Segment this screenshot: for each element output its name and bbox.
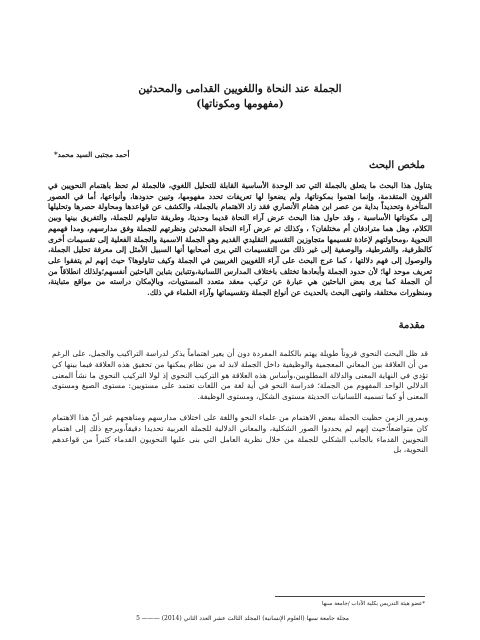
abstract-heading: ملخص البحث	[369, 160, 425, 171]
page-footer: مجلة جامعة سبها (العلوم الإنسانية) المجلد الثالث عشر العدد الثاني (2014) ——— 5	[136, 615, 349, 622]
abstract-body	[48, 181, 432, 299]
paper-title	[0, 82, 480, 112]
footnote-divider	[275, 596, 425, 597]
introduction-heading: مقدمة	[398, 320, 425, 331]
abstract-paragraph: يتناول هذا البحث ما يتعلق بالجملة التي تعد الوحدة الأساسية القابلة للتحليل اللغوي، فالجملة لم تحظ باهتمام النحويين في القرون المتقدمة، وإنما اهتموا بمكوناتها، ولم يضعوا لها تعريفات تحدد مفهومها، وتبين حدودها، وأنواعها، أما في العصور المتأخرة وتحديداً بداية من عصر ابن هشام الأنصاري فقد زاد الاهتمام بالجملة، والكشف عن قواعدها ومحاولة حصرها وتحليلها إلى مكوناتها الأساسية ، وقد حاول هذا البحث عرض آراء النحاة قديما وحديثا، وطريقة تناولهم للجملة، والتفريق بينها وبين الكلام، وهل هما مترادفان أم مختلفان؟ ، وكذلك تم عرض آراء النحاة المحدثين ونظرتهم للجملة وفق مدارسهم، ومدا فهمهم النحوية ،ومحاولتهم لإعادة تقسيمها متجاوزين التقسيم التقليدي القديم وهو الجملة الاسمية والجملة الفعلية إلى تقسيمات أخرى كالظرفية، والشرطية، والوصفية إلى غير ذلك من التقسيمات التي يرى أصحابها أنها السبيل الأمثل إلى معرفة تحليل الجملة، والوصول إلى فهم دلالتها ، كما عرج البحث على آراء اللغويين الغربيين في الجملة وكيف تناولوها؟ حيث إنهم لم يتفقوا على تعريف موحد لها؛ لأن حدود الجملة وأبعادها تختلف باختلاف المدارس اللسانية،وتتباين بتباين الباحثين أنفسهم؛ولذلك انطلاقاً من أن الجملة كما يرى بعض الباحثين هي عبارة عن تركيب معقد متعدد المستويات، وبالإمكان دراسته من مواقع متباينة، ومنظورات مختلفة، وانتهى البحث بالحديث عن أنواع الجملة وتقسيماتها وآراء العلماء في ذلك.	[48, 181, 432, 298]
introduction-paragraph-2: وبمرور الزمن حظيت الجملة ببعض الاهتمام من علماء النحو واللغة على اختلاف مدارسهم ومناهجهم غير أنّ هذا الاهتمام كان متواضعاً؛حيث إنهم لم يحددوا الصور الشكلية، والمعاني الدلالية للجملة العربية تحديدا دقيقاً،ويرجع ذلك إلى اهتمام النحويين القدماء بالجانب الشكلي للجملة من خلال نظرية العامل التي بنى عليها النحويون القدماء كثيراً من قواعدهم النحوية، بل	[52, 412, 428, 455]
title-line-2: (مفهومها ومكوناتها)	[196, 98, 284, 110]
introduction-body	[52, 349, 428, 466]
introduction-paragraph-1: قد ظل البحث النحوي قروناً طويلة يهتم بالكلمة المفردة دون أن يعير اهتماماً يذكر لدراسة التراكيب والجمل، على الرغم من أن العلاقة بين المعاني المعجمية والوظيفية داخل الجملة لابد له من نظام يمكنها من تحقيق هذه العلاقة فيما بينها كي تؤدي في النهاية المعنى والدلالة المطلوبين،وأساس هذه العلاقة هو التركيب النحوي إذ لولا التركيب النحوي ما نشأ المعنى الدلالي الواحد المفهوم من الجملة؛ فدراسة النحو في أية لغة من اللغات تعتمد على مستويين: مستوى الصيغ ومستوى المعنى أو كما تسميه اللسانيات الحديثة مستوى الشكل، ومستوى الوظيفة.	[52, 349, 428, 402]
title-line-1: الجملة عند النحاة واللغويين القدامى والمحدثين	[138, 83, 342, 95]
author-name: أحمد مجتبى السيد محمد*	[54, 150, 130, 159]
footnote: *عضو هيئة التدريس بكلية الآداب /جامعة سبها	[321, 601, 425, 607]
